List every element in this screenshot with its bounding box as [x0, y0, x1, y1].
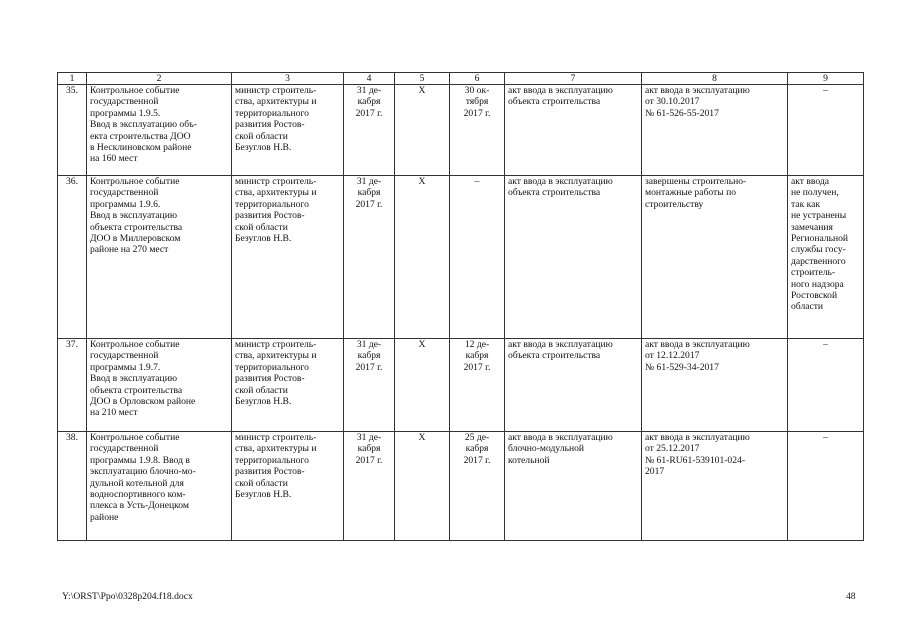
actual-result: акт ввода в эксплуатацию от 25.12.2017 № 61-RU61-539101-024- 2017	[645, 432, 750, 478]
planned-result: акт ввода в эксплуатацию объекта строительства	[508, 85, 613, 108]
column-5-value: Х	[418, 432, 426, 443]
actual-date: 30 ок- тября 2017 г.	[463, 85, 491, 119]
control-event: Контрольное событие государственной программы 1.9.5. Ввод в эксплуатацию объ- екта строительства ДОО в Несклиновском районе на 160 мест	[90, 85, 197, 165]
actual-result: завершены строительно- монтажные работы по строительству	[645, 176, 747, 210]
column-header: 7	[505, 73, 642, 85]
control-event: Контрольное событие государственной программы 1.9.7. Ввод в эксплуатацию объекта строительства ДОО в Орловском районе на 210 мест	[90, 339, 196, 419]
column-5-value: Х	[418, 85, 426, 96]
planned-result: акт ввода в эксплуатацию блочно-модульной котельной	[508, 432, 613, 466]
actual-result: акт ввода в эксплуатацию от 30.10.2017 № 61-526-55-2017	[645, 85, 750, 119]
report-table	[57, 72, 864, 541]
file-path-footer: Y:\ORST\Ppo\0328p204.f18.docx	[62, 591, 193, 602]
responsible-person: министр строитель- ства, архитектуры и территориального развития Ростов- ской области Безуглов Н.В.	[235, 176, 317, 245]
planned-result: акт ввода в эксплуатацию объекта строительства	[508, 339, 613, 362]
column-header: 8	[642, 73, 788, 85]
planned-date: 31 де- кабря 2017 г.	[355, 85, 383, 119]
control-event: Контрольное событие государственной программы 1.9.8. Ввод в эксплуатацию блочно-мо- дульной котельной для водноспортивного ком- плекса в Усть-Донецком районе	[90, 432, 196, 523]
planned-result: акт ввода в эксплуатацию объекта строительства	[508, 176, 613, 199]
row-number: 38.	[66, 432, 78, 443]
column-header: 5	[395, 73, 450, 85]
deviation-reason: –	[823, 339, 828, 350]
actual-date: –	[474, 176, 480, 187]
column-header: 3	[232, 73, 344, 85]
row-number: 36.	[66, 176, 78, 187]
row-number: 35.	[66, 85, 78, 96]
deviation-reason: –	[823, 85, 828, 96]
column-header: 2	[87, 73, 232, 85]
actual-date: 25 де- кабря 2017 г.	[463, 432, 491, 466]
planned-date: 31 де- кабря 2017 г.	[355, 176, 383, 210]
deviation-reason: акт ввода не получен, так как не устранены замечания Региональной службы госу- дарственного строитель- ного надзора Ростовской области	[791, 176, 849, 313]
table-row	[58, 432, 864, 541]
column-5-value: Х	[418, 176, 426, 187]
actual-result: акт ввода в эксплуатацию от 12.12.2017 № 61-529-34-2017	[645, 339, 750, 373]
planned-date: 31 де- кабря 2017 г.	[355, 339, 383, 373]
row-number: 37.	[66, 339, 78, 350]
responsible-person: министр строитель- ства, архитектуры и территориального развития Ростов- ской области Безуглов Н.В.	[235, 85, 317, 154]
column-header: 6	[450, 73, 505, 85]
deviation-reason: –	[823, 432, 828, 443]
actual-date: 12 де- кабря 2017 г.	[463, 339, 491, 373]
column-header: 1	[58, 73, 87, 85]
table-row	[58, 85, 864, 176]
column-number-row	[58, 73, 864, 85]
table-row	[58, 176, 864, 339]
responsible-person: министр строитель- ства, архитектуры и территориального развития Ростов- ской области Безуглов Н.В.	[235, 339, 317, 408]
responsible-person: министр строитель- ства, архитектуры и территориального развития Ростов- ской области Безуглов Н.В.	[235, 432, 317, 501]
table-row	[58, 339, 864, 432]
column-5-value: Х	[418, 339, 426, 350]
column-header: 9	[788, 73, 864, 85]
control-event: Контрольное событие государственной программы 1.9.6. Ввод в эксплуатацию объекта строительства ДОО в Миллеровском районе на 270 мест	[90, 176, 183, 256]
column-header: 4	[344, 73, 395, 85]
planned-date: 31 де- кабря 2017 г.	[355, 432, 383, 466]
page-number: 48	[846, 591, 856, 602]
